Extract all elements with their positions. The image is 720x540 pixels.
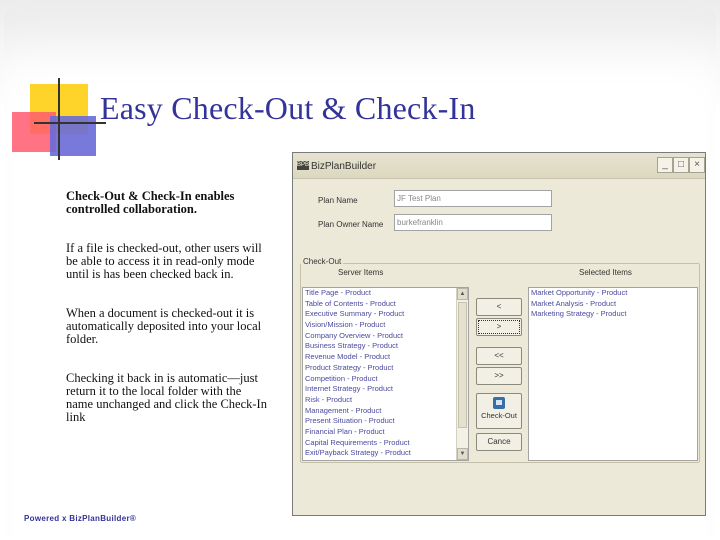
server-items-container: [303, 288, 468, 459]
check-out-button[interactable]: [476, 393, 522, 429]
check-out-button-label: Check-Out: [481, 411, 517, 420]
list-item[interactable]: Internet Strategy - Product: [305, 384, 393, 394]
scroll-up-icon[interactable]: ▲: [457, 288, 468, 300]
scroll-down-icon[interactable]: ▼: [457, 448, 468, 460]
floppy-disk-icon: [493, 397, 505, 409]
server-items-header: Server Items: [338, 268, 384, 277]
maximize-icon[interactable]: □: [673, 157, 689, 173]
list-item[interactable]: Revenue Model - Product: [305, 352, 391, 362]
list-item[interactable]: Capital Requirements - Product: [305, 437, 410, 447]
footer-branding: Powered x BizPlanBuilder®: [24, 514, 137, 523]
minimize-icon[interactable]: _: [657, 157, 673, 173]
list-item[interactable]: Executive Summary - Product: [305, 309, 405, 319]
server-items-list[interactable]: [302, 287, 469, 461]
logo-line-horizontal: [34, 122, 106, 124]
app-window: [292, 152, 706, 516]
plan-owner-field[interactable]: burkefranklin: [394, 214, 552, 231]
logo-line-vertical: [58, 78, 60, 160]
list-item[interactable]: Company Overview - Product: [305, 330, 403, 340]
window-titlebar[interactable]: [293, 153, 705, 179]
bullet-item: If a file is checked-out, other users will be able to access it in read-only mode until is has been checked back in.: [66, 241, 262, 281]
bullet-item: Checking it back in is automatic—just return it to the local folder with the name unchanged and click the Check-In link: [66, 371, 267, 424]
bullet-item: Check-Out & Check-In enables controlled collaboration.: [66, 189, 235, 216]
move-all-left-button[interactable]: <<: [476, 347, 522, 365]
window-title: BizPlanBuilder: [311, 161, 377, 172]
bullet-list: [66, 190, 271, 450]
plan-name-label: Plan Name: [318, 196, 358, 205]
list-item[interactable]: Financial Plan - Product: [305, 426, 385, 436]
selected-items-list[interactable]: [528, 287, 698, 461]
list-item[interactable]: Competition - Product: [305, 373, 378, 383]
list-item[interactable]: Marketing Strategy - Product: [531, 309, 627, 319]
plan-name-field[interactable]: JF Test Plan: [394, 190, 552, 207]
plan-owner-label: Plan Owner Name: [318, 220, 384, 229]
list-item[interactable]: Market Opportunity - Product: [531, 288, 628, 297]
selected-items-header: Selected Items: [579, 268, 632, 277]
slide-title: Easy Check-Out & Check-In: [100, 90, 476, 126]
list-item[interactable]: Market Analysis - Product: [531, 298, 617, 308]
move-left-button[interactable]: <: [476, 298, 522, 316]
move-all-right-button[interactable]: >>: [476, 367, 522, 385]
list-item[interactable]: Exit/Payback Strategy - Product: [305, 448, 411, 458]
cancel-button[interactable]: Cance: [476, 433, 522, 451]
list-item[interactable]: Risk - Product: [305, 394, 353, 404]
list-item[interactable]: Management - Product: [305, 405, 382, 415]
app-icon: BPB: [297, 162, 310, 168]
list-item[interactable]: Product Strategy - Product: [305, 362, 394, 372]
checkout-group-label: Check-Out: [303, 257, 342, 266]
close-icon[interactable]: ×: [689, 157, 705, 173]
list-item[interactable]: Business Strategy - Product: [305, 341, 398, 351]
bullet-item: When a document is checked-out it is automatically deposited into your local folder.: [66, 306, 262, 346]
list-item[interactable]: Present Situation - Product: [305, 416, 395, 426]
scroll-thumb[interactable]: [458, 302, 467, 428]
list-item[interactable]: Vision/Mission - Product: [305, 320, 386, 330]
list-item[interactable]: Table of Contents - Product: [305, 298, 396, 308]
move-right-button[interactable]: >: [476, 318, 522, 336]
server-list-scrollbar[interactable]: [456, 288, 468, 460]
list-item[interactable]: Title Page - Product: [305, 288, 372, 297]
